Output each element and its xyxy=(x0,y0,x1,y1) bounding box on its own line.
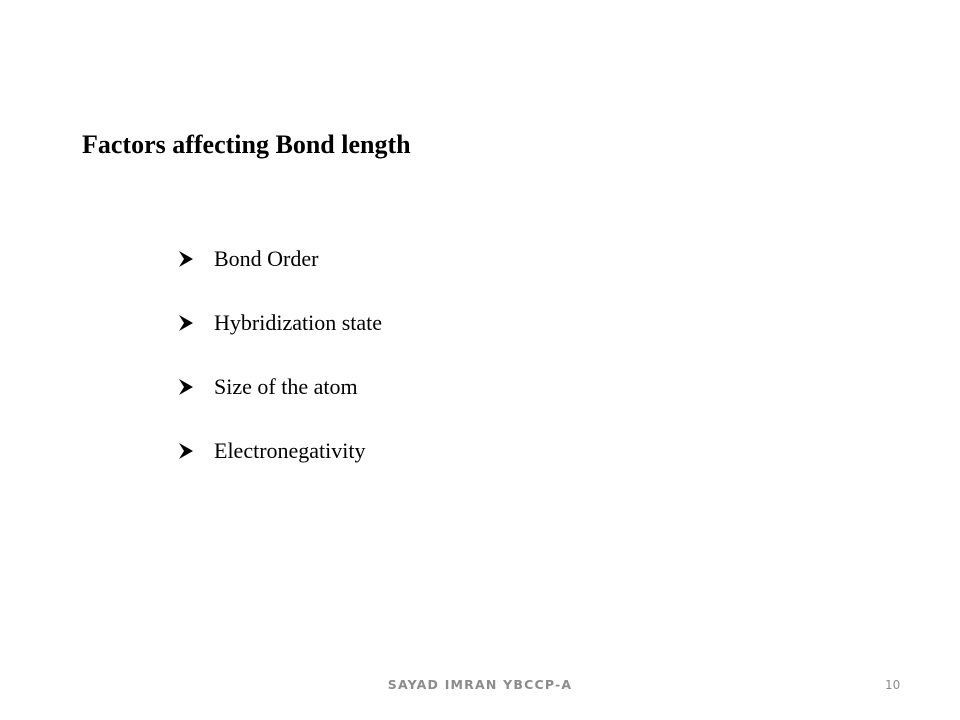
arrow-bullet-icon xyxy=(178,307,214,339)
arrow-bullet-icon xyxy=(178,371,214,403)
bullet-text: Bond Order xyxy=(214,246,319,271)
bullet-text: Hybridization state xyxy=(214,310,383,335)
slide-title: Factors affecting Bond length xyxy=(82,130,411,159)
bullet-text: Size of the atom xyxy=(214,374,358,399)
page-number: 10 xyxy=(885,678,901,692)
bullet-text: Electronegativity xyxy=(214,438,366,463)
bullet-item-size-of-atom xyxy=(178,371,382,403)
bullet-item-hybridization-state xyxy=(178,307,382,339)
arrow-bullet-icon xyxy=(178,243,214,275)
arrow-bullet-icon xyxy=(178,435,214,467)
footer-text: SAYAD IMRAN YBCCP-A xyxy=(387,677,573,692)
bullet-list xyxy=(178,243,382,499)
bullet-item-electronegativity xyxy=(178,435,382,467)
bullet-item-bond-order xyxy=(178,243,382,275)
